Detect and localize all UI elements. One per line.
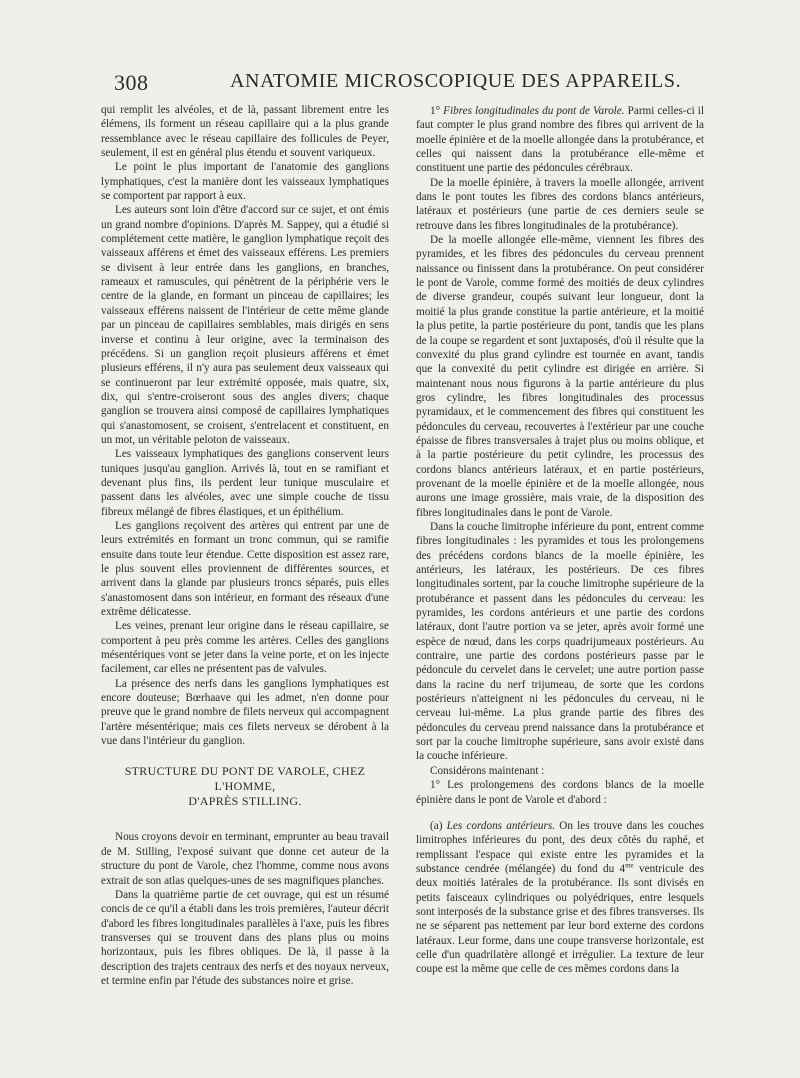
paragraph: [416, 819, 704, 977]
paragraph: qui remplit les alvéoles, et de là, passant librement entre les élémens, ils forment un réseau capillaire qui a la plus grande ressemblance avec le réseau capillaire des follicules de Peyer, seulement, il est en général plus étendu et souvent variqueux.: [101, 104, 389, 160]
paragraph-body: Les prolongemens des cordons blancs de la moelle épinière dans le pont de Varole et d'abord :: [416, 779, 704, 806]
item-number: 1°: [430, 779, 441, 792]
paragraph: Dans la couche limitrophe inférieure du pont, entrent comme fibres longitudinales : les pyramides et tous les prolongemens des précédens cordons blancs de la moelle épinière, les antérieurs, les latéraux, les postérieurs. De ces fibres longitudinales sortent, par la couche limitrophe supérieure de la protubérance et passent dans les pédoncules du cerveau: les pyramides, les cordons antérieurs et une partie des cordons latéraux, dont l'autre portion va se jeter, après avoir formé une espèce de nœud, dans les corps quadrijumeaux postérieurs. Au contraire, une partie des cordons postérieurs passe par le pédoncule du cervelet dans le cervelet; une autre portion passe dans la racine du nerf trijumeau, de sorte que les cordons postérieurs n'atteignent ni les pédoncules du cerveau, ni le cerveau lui-même. La plus grande partie des fibres des pédoncules du cerveau prend naissance dans la protubérance et sort par la couche limitrophe supérieure, sans avoir existé dans la couche inférieure.: [416, 520, 704, 763]
left-column: [101, 103, 389, 988]
paragraph: Nous croyons devoir en terminant, emprunter au beau travail de M. Stilling, l'exposé suivant que donne cet auteur de la structure du pont de Varole, chez l'homme, comme nous avons extrait de son atlas quelques-unes de ses magnifiques planches.: [101, 831, 389, 887]
paragraph: Considérons maintenant :: [430, 764, 545, 777]
running-title: ANATOMIE MICROSCOPIQUE DES APPAREILS.: [230, 70, 682, 92]
paragraph: [416, 104, 704, 176]
paragraph: Les auteurs sont loin d'être d'accord sur ce sujet, et ont émis un grand nombre d'opinions. D'après M. Sappey, qui a étudié si complétement cette matière, le ganglion lymphatique reçoit des vaisseaux afférens et émet des vaisseaux efférens. Les premiers se divisent à leur entrée dans les ganglions, en branches, rameaux et ramuscules, qui pénètrent de la périphérie vers le centre de la glande, en formant un pinceau de capillaires; les vaisseaux efférens naissent de l'intérieur de cette même glande par un pinceau de capillaires semblables, mais dirigés en sens inverse et continu à leur origine, avec la terminaison des précédens. Si un ganglion reçoit plusieurs afférens et émet plusieurs efférens, il n'y aura pas seulement deux vaisseaux qui se continueront par leur extrémité opposée, mais quatre, six, dix, qui s'entre-croiseront sous des angles divers; chaque ganglion se trouvera ainsi composé de capillaires lymphatiques qui s'anastomosent, se croisent, s'entrelacent et constituent, en un mot, un véritable peloton de vaisseaux.: [101, 204, 389, 446]
paragraph: De la moelle épinière, à travers la moelle allongée, arrivent dans le pont toutes les fibres des cordons blancs antérieurs, latéraux et postérieurs (une partie de ces derniers seule se retrouve dans les fibres longitudinales de la protubérance).: [416, 176, 704, 232]
section-title-line-1: STRUCTURE DU PONT DE VAROLE, CHEZ L'HOMME,: [124, 764, 366, 794]
paragraph: La présence des nerfs dans les ganglions lymphatiques est encore douteuse; Bœrhaave qui les admet, n'en donne pour preuve que le grand nombre de filets nerveux qui accompagnent l'artère mésentérique; mais ces filets nerveux se dérobent à la vue dans l'intérieur du ganglion.: [101, 677, 389, 748]
subsection-title: Fibres longitudinales du pont de Varole.: [443, 105, 625, 117]
section-title-line-2: D'APRÈS STILLING.: [188, 794, 302, 809]
paragraph: Les vaisseaux lymphatiques des ganglions conservent leurs tuniques jusqu'au ganglion. Arrivés là, tout en se ramifiant et devenant plus fins, ils perdent leur tunique musculaire et passent dans les alvéoles, avec une simple couche de tissu fibreux mélangé de fibres élastiques, et un épithélium.: [101, 448, 389, 518]
item-label: (a): [430, 819, 443, 832]
right-column: [416, 104, 704, 977]
paragraph: [416, 778, 704, 807]
subsection-title: Les cordons antérieurs.: [446, 819, 556, 832]
paragraph: Dans la quatrième partie de cet ouvrage, qui est un résumé concis de ce qu'il a établi dans les trois premières, l'auteur décrit d'abord les fibres longitudinales parallèles à l'axe, puis les fibres transverses qui se trouvent dans des plans plus ou moins horizontaux, puis les fibres obliques. De là, il passe à la description des trajets centraux des nerfs et des noyaux nerveux, et termine enfin par l'étude des substances noire et grise.: [101, 888, 389, 987]
paragraph: Les veines, prenant leur origine dans le réseau capillaire, se comportent à peu près comme les artères. Celles des ganglions mésentériques vont se jeter dans la veine porte, et on les injecte facilement, car elles ne présentent pas de valvules.: [101, 620, 389, 676]
paragraph: Les ganglions reçoivent des artères qui entrent par une de leurs extrémités en formant un tronc commun, qui se ramifie ensuite dans toute leur étendue. Cette disposition est assez rare, le plus souvent elles proviennent de différentes sources, et arrivent dans la glande par plusieurs troncs séparés, puis elles s'anastomosent dans son intérieur, en formant des réseaux d'une extrême délicatesse.: [101, 519, 389, 619]
paragraph-body: ventricule des deux moitiés latérales de la protubérance. Ils sont divisés en petits faisceaux cylindriques ou polyédriques, entre lesquels sont interposés de la substance grise et des fibres transverses. Ils ne se séparent pas nettement par leur bord externe des cordons latéraux. Leur forme, dans une coupe transverse horizontale, est celle d'un quadrilatère allongé et irrégulier. La texture de leur coupe est la même que celle de ces mêmes cordons dans la: [416, 862, 705, 976]
paragraph: De la moelle allongée elle-même, viennent les fibres des pyramides, et les fibres des pédoncules du cerveau prennent naissance ou finissent dans la protubérance. On peut considérer le pont de Varole, comme formé des moitiés de deux cylindres de diverse grandeur, coupés suivant leur longueur, dont la moitié la plus grande constitue la partie antérieure, et la moitié la plus petite, la partie postérieure du pont, tandis que les plans de la coupe se regardent et sont juxtaposés, d'où il résulte que la convexité du plus grand cylindre est tournée en avant, tandis que la convexité du petit cylindre est dirigée en arrière. Si maintenant nous nous figurons à la partie antérieure du plus gros cylindre, les fibres longitudinales des processus pyramidaux, et le commencement des fibres qui constituent les pédoncules du cerveau, recouvertes à l'extérieur par une couche épaisse de fibres transversales à trajet plus ou moins oblique, et à la partie postérieure du petit cylindre, les processus des cordons blancs antérieurs latéraux, et en partie postérieurs, provenant de la moelle épinière et de la moelle allongée, nous aurons une image grossière, mais vraie, de la disposition des fibres longitudinales dans le pont de Varole.: [416, 234, 704, 519]
paragraph-body: On les trouve dans les couches limitrophes inférieures du pont, des deux côtés du raphé, et remplissant l'espace qui existe entre les pyramides et la substance cendrée (mélangée) du fond du 4: [416, 819, 704, 875]
item-number: 1°: [430, 105, 441, 117]
page-number: 308: [114, 70, 149, 95]
paragraph: Le point le plus important de l'anatomie des ganglions lymphatiques, c'est la manière dont les vaisseaux lymphatiques se comportent par rapport à eux.: [101, 161, 389, 203]
section-title: [101, 764, 389, 809]
paragraph-body: Parmi celles-ci il faut compter le plus grand nombre des fibres qui arrivent de la moelle épinière et de la moelle allongée dans la protubérance, et celles qui naissent dans la protubérance elle-même et constituent une partie des pédoncules cérébraux.: [416, 105, 704, 175]
superscript: me: [625, 861, 634, 870]
